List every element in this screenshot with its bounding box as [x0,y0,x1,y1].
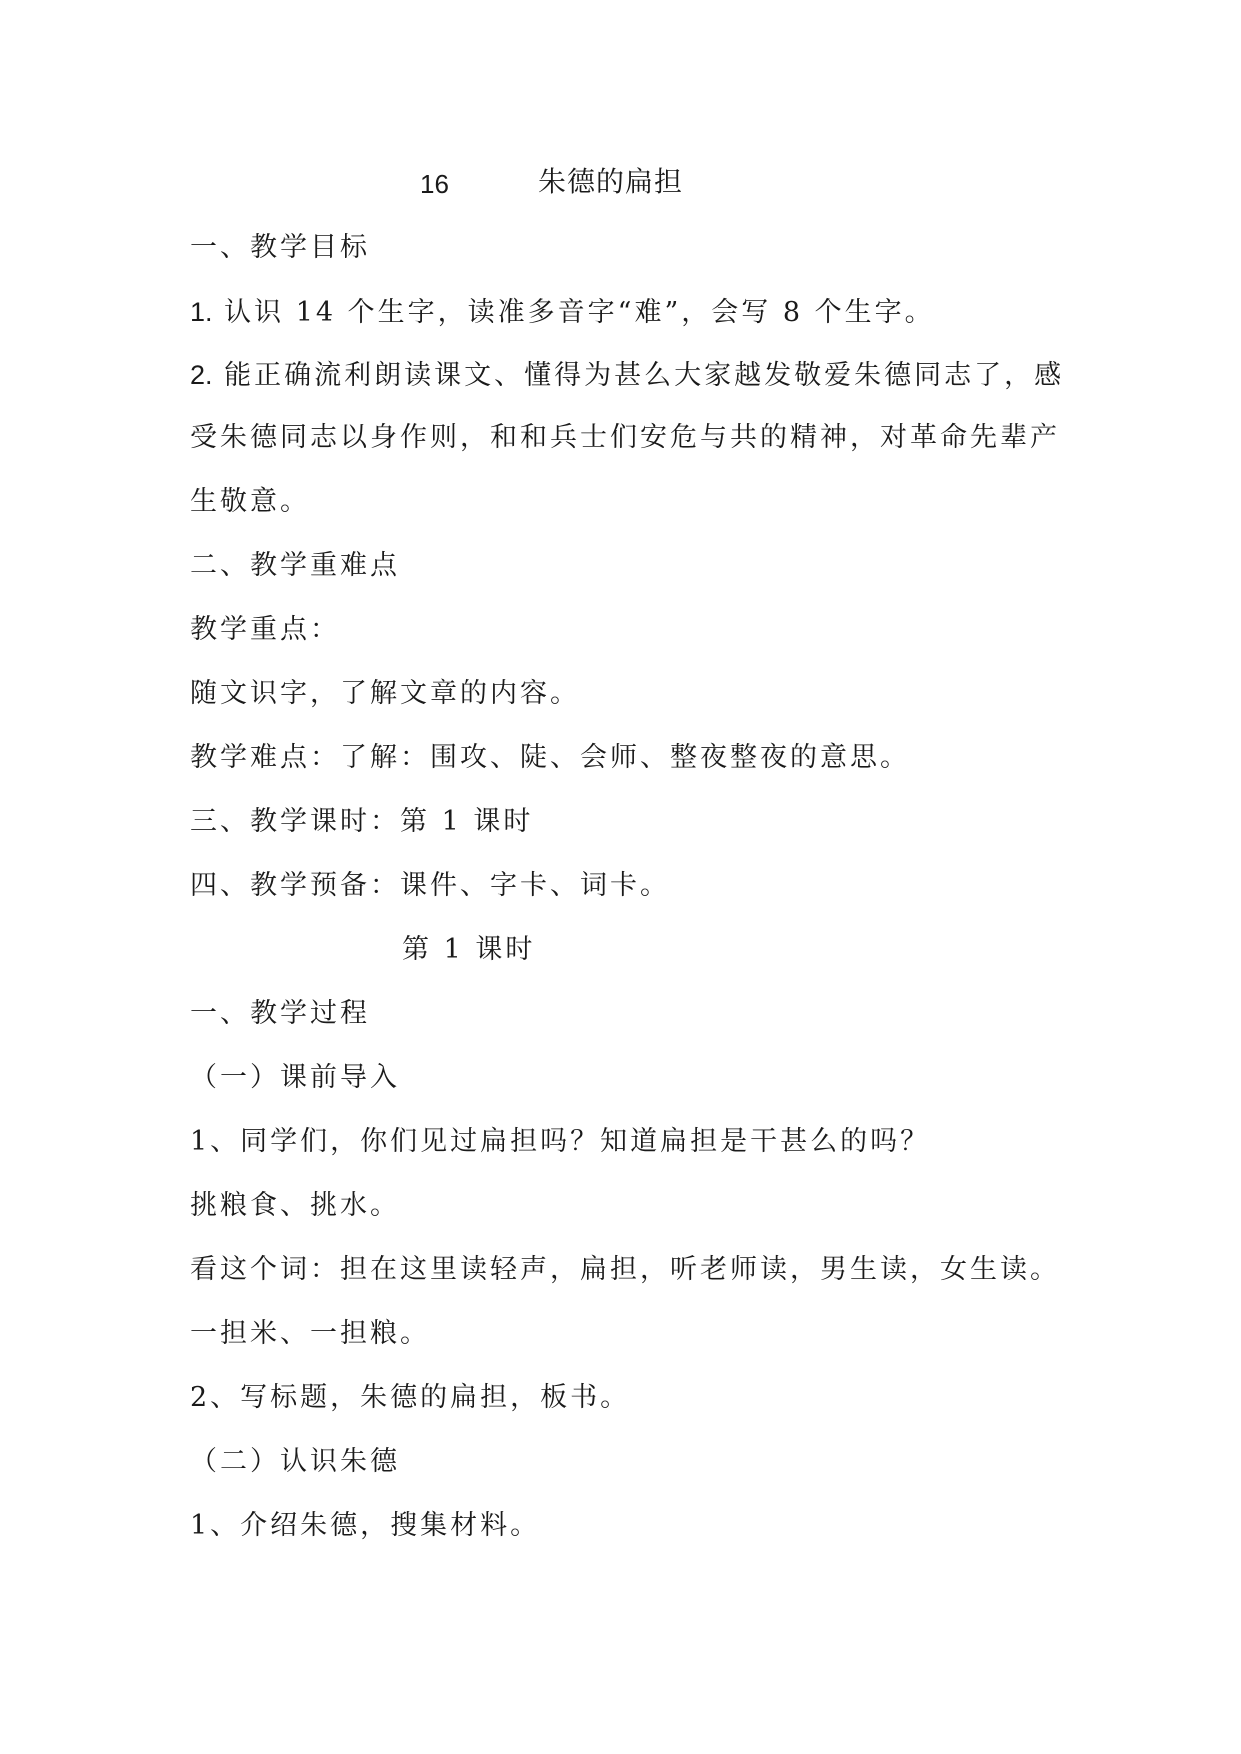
objective-text: 认识 14 个生字，读准多音字“难”，会写 8 个生字。 [212,297,935,328]
class-period-heading: 第 1 课时 [402,934,536,965]
paragraph-line: 教学难点：了解：围攻、陡、会师、整夜整夜的意思。 [190,742,910,773]
subheading-key-point: 教学重点： [190,614,340,645]
section-heading-key-points: 二、教学重难点 [190,550,400,581]
paragraph-line: 看这个词：担在这里读轻声，扁担，听老师读，男生读，女生读。 [190,1254,1060,1285]
paragraph-line: 2、写标题，朱德的扁担，板书。 [190,1382,631,1413]
paragraph-line: 生敬意。 [190,486,310,517]
subsection-heading-intro: （一）课前导入 [190,1062,400,1093]
paragraph-line: 随文识字，了解文章的内容。 [190,678,580,709]
section-heading-process: 一、教学过程 [190,998,370,1029]
subsection-heading-zhu-de: （二）认识朱德 [190,1446,400,1477]
paragraph-line: 1、同学们，你们见过扁担吗？知道扁担是干甚么的吗？ [190,1126,931,1157]
section-heading-objectives: 一、教学目标 [190,232,370,263]
lesson-title: 朱德的扁担 [538,166,684,197]
objective-text: 能正确流利朗读课文、懂得为甚么大家越发敬爱朱德同志了，感 [212,360,1065,391]
lesson-number: 16 [420,169,449,199]
paragraph-line: 挑粮食、挑水。 [190,1190,400,1221]
paragraph-line: 受朱德同志以身作则，和和兵士们安危与共的精神，对革命先辈产 [190,422,1060,453]
objective-item-2 [190,357,1064,394]
list-number: 2. [190,360,213,390]
section-heading-preparation: 四、教学预备：课件、字卡、词卡。 [190,870,670,901]
paragraph-line: 1、介绍朱德，搜集材料。 [190,1510,541,1541]
paragraph-line: 一担米、一担粮。 [190,1318,430,1349]
list-number: 1. [190,297,213,327]
section-heading-hours: 三、教学课时：第 1 课时 [190,806,534,837]
objective-item-1 [190,294,935,331]
